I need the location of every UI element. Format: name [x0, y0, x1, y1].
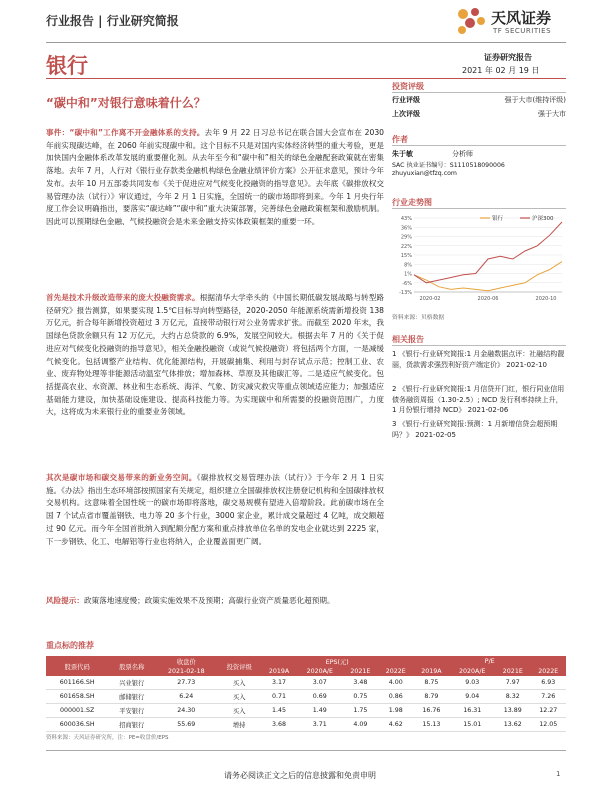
- paragraph-lead: 其次是碳市场和碳交易带来的新业务空间。: [46, 473, 197, 482]
- report-date: 2021 年 02 月 19 日: [462, 66, 540, 75]
- cell-pe: 8.32: [495, 690, 530, 704]
- cell-pe: 16.31: [449, 704, 495, 718]
- cell-pe: 15.01: [449, 718, 495, 732]
- cell-eps: 4.09: [343, 718, 378, 732]
- paragraph-event: [46, 127, 384, 229]
- related-report-item[interactable]: 1 《银行-行业研究简报:1 月金融数据点评：社融结构靓丽，货款需求强烈利好资产端定价》 2021-02-10: [392, 350, 565, 369]
- cell-pe: 7.26: [531, 690, 566, 704]
- paragraph-lead: 事件：“碳中和”工作离不开金融体系的支持。: [46, 128, 205, 137]
- cell-eps: 4.00: [378, 676, 413, 690]
- report-category: 行业报告 | 行业研究简报: [46, 14, 179, 28]
- related-report-item[interactable]: 3 《银行-行业研究简报:预测：1 月新增信贷会超预期吗？》 2021-02-05: [392, 420, 558, 439]
- cell-name: 平安银行: [108, 704, 155, 718]
- series-line-银行: [414, 262, 562, 291]
- header-divider: [46, 42, 566, 43]
- report-title: “碳中和”对银行意味着什么？: [46, 96, 206, 110]
- cell-eps: 3.07: [297, 676, 343, 690]
- col-year: 2020A/E: [297, 666, 343, 676]
- recommended-stocks-table: [46, 656, 566, 732]
- cell-pe: 9.03: [449, 676, 495, 690]
- author-name: 朱于敏: [392, 150, 413, 158]
- cell-rating: 买入: [217, 704, 261, 718]
- col-year: 2022E: [378, 666, 413, 676]
- rating-label: 上次评级: [392, 110, 420, 118]
- sector-title: 银行: [46, 54, 88, 78]
- cell-pe: 7.97: [495, 676, 530, 690]
- author-sac: SAC 执业证书编号：S1110518090006: [392, 162, 505, 169]
- col-code: 股票代码: [46, 656, 108, 676]
- col-rating: 投资评级: [217, 656, 261, 676]
- title-divider: [46, 78, 566, 79]
- industry-trend-chart: [392, 210, 566, 306]
- y-tick-label: -6%: [402, 280, 412, 287]
- cell-pe: 13.62: [495, 718, 530, 732]
- sidebar-divider: [392, 92, 566, 93]
- x-tick-label: 2020-10: [535, 296, 557, 302]
- cell-pe: 6.93: [531, 676, 566, 690]
- cell-code: 601166.SH: [46, 676, 108, 690]
- cell-price: 24.30: [155, 704, 217, 718]
- col-year: 2022E: [531, 666, 566, 676]
- cell-pe: 12.27: [531, 704, 566, 718]
- chart-source: 资料来源：贝格数据: [392, 315, 445, 321]
- cell-pe: 13.89: [495, 704, 530, 718]
- y-tick-label: 36%: [400, 225, 412, 232]
- col-price-date: 2021-02-18: [155, 666, 217, 676]
- y-tick-label: 43%: [400, 216, 412, 222]
- cell-price: 55.69: [155, 718, 217, 732]
- cell-pe: 16.76: [413, 704, 449, 718]
- table-title: 重点标的推荐: [46, 641, 94, 650]
- rating-section-title: 投资评级: [392, 82, 424, 91]
- paragraph-text: 根据清华大学牵头的《中国长期低碳发展战略与转型路径研究》报告测算，如果要实现 1.5℃目标导向转型路径，2020-2050 年能源系统需新增投资 138 万亿元，折合每年新增投资超过 3 万亿元，直接带动银行对公业务需求扩张。而截至 2020 年末，我国绿色贷款余额只有 12 万亿元，大约占总贷款的 6.9%，发展空间较大。根据去年 7 月的《关于促进应对气候变化投融资的指导意见》，相关金融投融资（或说气候投融资）将包括两个方面，一是减缓气候变化。包括调整产业结构、优化能源结构，开展碳捕集、利用与封存试点示范；控制工业、农业、废弃物处理等非能源活动温室气体排放；增加森林、草原及其他碳汇等。二是适应气候变化。包括提高农业、水资源、林业和生态系统、海洋、气象、防灾减灾救灾等重点领域适应能力；加强适应基础能力建设，加快基础设施建设、提高科技能力等。为实现碳中和所需要的投融资范围广，力度大，这将成为未来银行业的重要业务领域。: [46, 293, 385, 417]
- related-section-title: 相关报告: [392, 335, 424, 344]
- table-row: [46, 676, 566, 690]
- col-pe-group: P/E: [413, 656, 566, 666]
- y-tick-label: 8%: [404, 262, 412, 269]
- footer-divider: [46, 750, 566, 751]
- logo-subtext: TF SECURITIES: [493, 27, 552, 35]
- cell-eps: 1.49: [297, 704, 343, 718]
- cell-name: 兴业银行: [108, 676, 155, 690]
- cell-rating: 增持: [217, 718, 261, 732]
- previous-rating-row: [392, 109, 566, 123]
- industry-rating-row: [392, 95, 566, 109]
- table-row: [46, 690, 566, 704]
- paragraph-text: 政策落地速度慢；政策实施效果不及预期；高碳行业资产质量恶化超预期。: [83, 596, 335, 605]
- cell-pe: 8.79: [413, 690, 449, 704]
- cell-eps: 1.45: [261, 704, 297, 718]
- cell-eps: 4.62: [378, 718, 413, 732]
- sidebar-divider: [392, 145, 566, 146]
- cell-pe: 8.75: [413, 676, 449, 690]
- cell-eps: 3.48: [343, 676, 378, 690]
- author-section-title: 作者: [392, 135, 408, 144]
- logo-text: 天风证券: [491, 9, 552, 27]
- legend-label: 银行: [492, 216, 504, 222]
- cell-pe: 15.13: [413, 718, 449, 732]
- legend-label: 沪深300: [532, 216, 554, 222]
- col-eps-group: EPS(元): [261, 656, 413, 666]
- cell-pe: 9.04: [449, 690, 495, 704]
- col-year: 2020A/E: [449, 666, 495, 676]
- cell-code: 600036.SH: [46, 718, 108, 732]
- cell-eps: 1.75: [343, 704, 378, 718]
- cell-eps: 0.69: [297, 690, 343, 704]
- sidebar-divider: [392, 208, 566, 209]
- y-tick-label: -13%: [399, 290, 412, 296]
- cell-pe: 12.05: [531, 718, 566, 732]
- author-email: zhuyuxian@tfzq.com: [392, 170, 457, 177]
- author-role: 分析师: [452, 150, 473, 158]
- paragraph-carbon-market: [46, 472, 384, 548]
- table-source: 资料来源：天风证券研究所，注：PE=收盘价/EPS: [46, 735, 169, 741]
- paragraph-text: 去年 9 月 22 日习总书记在联合国大会宣布在 2030 年前实现碳达峰，在 2060 年前实现碳中和。这个目标不只是对国内实体经济转型的重大考验，更是加快国内金融体系改革发展的重要催化剂。从去年至今和“碳中和”相关的绿色金融配套政策就在密集落地。去年 7 月，人行对《银行业存款类金融机构绿色金融业绩评价方案》公开征求意见，预计今年发布。去年 10 月五部委共同发布《关于促进应对气候变化投融资的指导意见》。去年底《碳排放权交易管理办法（试行）》审议通过，今年 2 月 1 日实施，全国统一的碳市场即将到来。今年 1 月央行年度工作会议明确指出，要落实“碳达峰”“碳中和”重大决策部署，完善绿色金融政策框架和激励机制。因此可以预期绿色金融、气候投融资会是未来金融支持实体政策框架的重要一环。: [46, 128, 385, 226]
- cell-eps: 0.86: [378, 690, 413, 704]
- y-tick-label: 29%: [400, 234, 412, 241]
- cell-code: 000001.SZ: [46, 704, 108, 718]
- rating-label: 行业评级: [392, 96, 420, 104]
- paragraph-lead: 首先是技术升级改造带来的庞大投融资需求。: [46, 293, 200, 302]
- cell-eps: 0.75: [343, 690, 378, 704]
- x-tick-label: 2020-02: [419, 296, 441, 302]
- paragraph-lead: 风险提示：: [46, 596, 84, 605]
- col-year: 2019A: [261, 666, 297, 676]
- cell-rating: 买入: [217, 690, 261, 704]
- paragraph-risk: [46, 595, 384, 608]
- rating-value: 强于大市(维持评级): [504, 96, 566, 104]
- col-year: 2021E: [343, 666, 378, 676]
- cell-code: 601658.SH: [46, 690, 108, 704]
- cell-eps: 1.98: [378, 704, 413, 718]
- cell-name: 邮储银行: [108, 690, 155, 704]
- table-row: [46, 704, 566, 718]
- cell-eps: 3.71: [297, 718, 343, 732]
- col-year: 2019A: [413, 666, 449, 676]
- page-number: 1: [556, 770, 561, 778]
- y-tick-label: 15%: [400, 253, 412, 259]
- chart-section-title: 行业走势图: [392, 198, 432, 207]
- y-tick-label: 22%: [400, 243, 412, 250]
- x-tick-label: 2020-06: [477, 296, 499, 302]
- cell-rating: 买入: [217, 676, 261, 690]
- cell-eps: 0.71: [261, 690, 297, 704]
- cell-eps: 3.68: [261, 718, 297, 732]
- table-row: [46, 718, 566, 732]
- col-price: 收盘价: [155, 656, 217, 666]
- tf-logo-icon: [454, 6, 488, 38]
- paragraph-text: 《碳排放权交易管理办法（试行）》于今年 2 月 1 日实施。《办法》指出生态环境部按照国家有关规定，组织建立全国碳排放权注册登记机构和全国碳排放权交易机构。这意味着全国性统一的碳市场即将落地，碳交易规模有望进入倍增阶段。此前碳市场在全国 7 个试点省市覆盖钢铁、电力等 20 多个行业，3000 家企业，累计成交量超过 4 亿吨，成交额超过 90 亿元。而今年全国首批纳入到配额分配方案和重点排放单位名单的发电企业就达到 2225 家，下一步钢铁、化工、电解铝等行业也将纳入，企业覆盖面更广阔。: [46, 473, 384, 546]
- y-tick-label: 1%: [404, 271, 412, 278]
- col-name: 股票名称: [108, 656, 155, 676]
- cell-price: 27.73: [155, 676, 217, 690]
- report-type: 证券研究报告: [484, 53, 532, 62]
- col-year: 2021E: [495, 666, 530, 676]
- cell-name: 招商银行: [108, 718, 155, 732]
- related-report-item[interactable]: 2 《银行-行业研究简报:1 月信贷开门红，银行同业信用债务融资周报（1.30-2.5）; NCD 发行利率持续上升，1 月份银行增持 NCD》 2021-02-06: [392, 385, 565, 414]
- cell-eps: 3.17: [261, 676, 297, 690]
- sidebar-divider: [392, 345, 566, 346]
- paragraph-investment: [46, 292, 384, 419]
- cell-price: 6.24: [155, 690, 217, 704]
- footer-disclaimer: 请务必阅读正文之后的信息披露和免责申明: [224, 771, 376, 780]
- rating-value: 强于大市: [538, 110, 566, 118]
